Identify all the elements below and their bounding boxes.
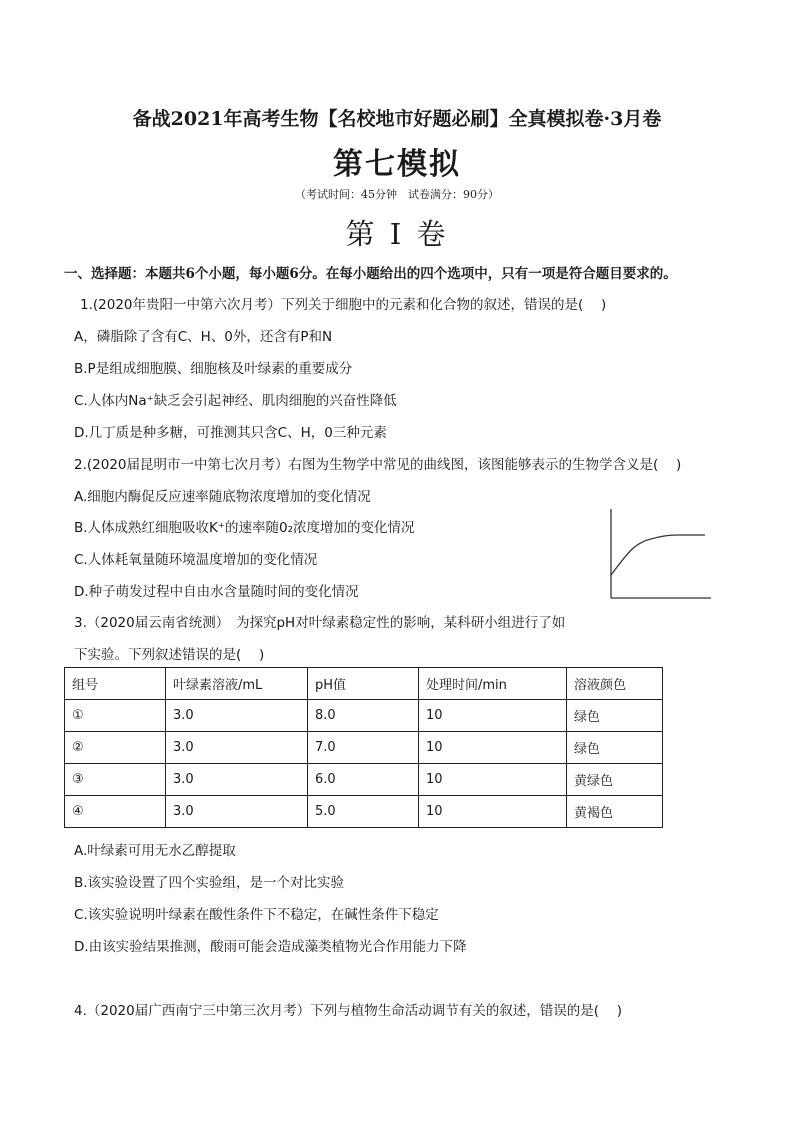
exam-info: （考试时间：45分钟 试卷满分：90分） [295,188,499,201]
table-cell: 10 [419,796,567,828]
question-3-stem-line1: 3.（2020届云南省统测） 为探究pH对叶绿素稳定性的影响，某科研小组进行了如 [74,615,566,631]
table-cell: ④ [65,796,166,828]
question-2-option-b: B.人体成熟红细胞吸收K⁺的速率随0₂浓度增加的变化情况 [74,520,415,536]
question-1-option-a: A，磷脂除了含有C、H、0外，还含有P和N [74,329,333,345]
question-1-option-b: B.P是组成细胞膜、细胞核及叶绿素的重要成分 [74,361,353,377]
table-cell: 10 [419,764,567,796]
table-header-cell: pH值 [308,668,419,700]
experiment-table [64,667,663,828]
question-3-option-d: D.由该实验结果推测，酸雨可能会造成藻类植物光合作用能力下降 [74,939,467,955]
section-heading: 一、选择题：本题共6个小题，每小题6分。在每小题给出的四个选项中，只有一项是符合题目要求的。 [64,266,677,282]
table-cell: ③ [65,764,166,796]
table-cell: ① [65,700,166,732]
table-row [65,700,663,732]
table-row [65,732,663,764]
table-cell: 3.0 [166,732,308,764]
main-title: 第七模拟 [333,147,461,182]
question-3-option-a: A.叶绿素可用无水乙醇提取 [74,843,236,859]
question-3-stem-line2: 下实验。下列叙述错误的是( ) [74,647,265,663]
table-cell: 绿色 [567,732,663,764]
question-1-option-c: C.人体内Na⁺缺乏会引起神经、肌肉细胞的兴奋性降低 [74,393,397,409]
table-header-cell: 溶液颜色 [567,668,663,700]
question-4-stem: 4.（2020届广西南宁三中第三次月考）下列与植物生命活动调节有关的叙述，错误的是( ) [74,1003,623,1019]
question-2-option-a: A.细胞内酶促反应速率随底物浓度增加的变化情况 [74,489,371,505]
question-3-option-c: C.该实验说明叶绿素在酸性条件下不稳定，在碱性条件下稳定 [74,907,439,923]
question-2-option-c: C.人体耗氧量随环境温度增加的变化情况 [74,552,318,568]
table-cell: 5.0 [308,796,419,828]
header-title: 备战2021年高考生物【名校地市好题必刷】全真模拟卷·3月卷 [132,108,662,130]
table-cell: 黄绿色 [567,764,663,796]
table-header-cell: 组号 [65,668,166,700]
table-row [65,764,663,796]
table-cell: 10 [419,732,567,764]
table-cell: 绿色 [567,700,663,732]
table-cell: 3.0 [166,764,308,796]
table-header-row [65,668,663,700]
table-cell: 黄褐色 [567,796,663,828]
curve-graph [603,505,715,605]
table-cell: 8.0 [308,700,419,732]
table-row [65,796,663,828]
table-cell: 3.0 [166,796,308,828]
table-cell: ② [65,732,166,764]
table-header-cell: 叶绿素溶液/mL [166,668,308,700]
question-1-option-d: D.几丁质是种多糖，可推测其只含C、H，0三种元素 [74,425,387,441]
graph-curve [611,535,705,575]
question-2-option-d: D.种子萌发过程中自由水含量随时间的变化情况 [74,584,359,600]
question-3-option-b: B.该实验设置了四个实验组，是一个对比实验 [74,875,345,891]
table-cell: 6.0 [308,764,419,796]
table-cell: 10 [419,700,567,732]
table-cell: 3.0 [166,700,308,732]
table-header-cell: 处理时间/min [419,668,567,700]
volume-title: 第 I 卷 [345,217,449,251]
table-cell: 7.0 [308,732,419,764]
question-2-stem: 2.(2020届昆明市一中第七次月考）右图为生物学中常见的曲线图，该图能够表示的生物学含义是( ) [74,457,682,473]
question-1-stem: 1.(2020年贵阳一中第六次月考）下列关于细胞中的元素和化合物的叙述，错误的是( ) [80,297,607,313]
